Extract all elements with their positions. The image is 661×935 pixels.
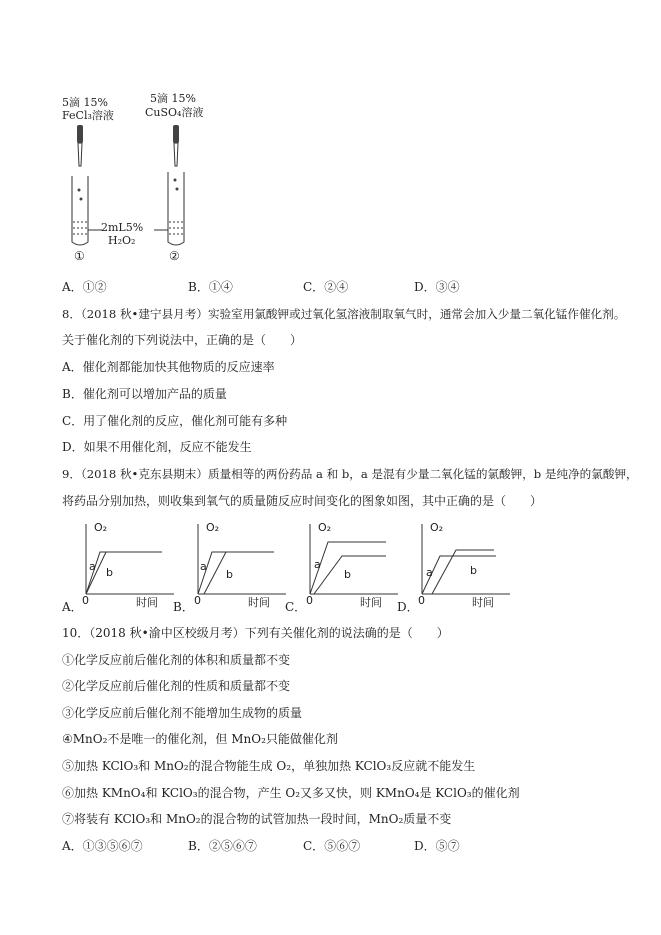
q9-graph-a-letter[interactable]: A． xyxy=(62,600,83,614)
q9-graph-d-letter[interactable]: D． xyxy=(397,600,419,614)
series-b-label: b xyxy=(344,568,351,581)
q10-item-2: ②化学反应前后催化剂的性质和质量都不变 xyxy=(62,679,291,693)
q10-item-4: ④MnO₂不是唯一的催化剂，但 MnO₂只能做催化剂 xyxy=(62,732,338,746)
q8-stem-line2: 关于催化剂的下列说法中，正确的是（ ） xyxy=(62,333,303,347)
origin-label: 0 xyxy=(194,594,201,607)
series-a-line xyxy=(198,552,274,594)
series-a-line xyxy=(422,556,496,594)
right-test-tube xyxy=(168,172,184,245)
q9-graph-b-letter[interactable]: B． xyxy=(173,600,194,614)
y-axis-label: O₂ xyxy=(206,521,220,534)
q10-option-d[interactable]: D．⑤⑦ xyxy=(414,839,460,853)
apparatus-drawing xyxy=(60,122,200,262)
q8-option-d[interactable]: D．如果不用催化剂，反应不能发生 xyxy=(62,440,252,454)
series-b-line xyxy=(432,550,494,594)
right-dropper-label-2: CuSO₄溶液 xyxy=(145,106,204,119)
right-dropper-label-1: 5滴 15% xyxy=(150,92,196,105)
q10-stem: 10．（2018 秋•渝中区校级月考）下列有关催化剂的说法确的是（ ） xyxy=(62,626,449,640)
middle-label-1: 2mL5% xyxy=(101,221,144,234)
x-axis-label: 时间 xyxy=(472,596,494,609)
x-axis-label: 时间 xyxy=(136,596,158,609)
series-a-label: a xyxy=(89,560,96,573)
q9-stem-line1: 9．（2018 秋•克东县期末）质量相等的两份药品 a 和 b，a 是混有少量二氧化锰的氯酸钾，b 是纯净的氯酸钾， xyxy=(62,467,638,481)
origin-label: 0 xyxy=(306,594,313,607)
tube-1-label: ① xyxy=(74,249,85,263)
x-axis-label: 时间 xyxy=(248,596,270,609)
q8-option-c[interactable]: C．用了催化剂的反应，催化剂可能有多种 xyxy=(62,414,288,428)
y-axis-label: O₂ xyxy=(430,521,444,534)
series-a-label: a xyxy=(314,558,321,571)
series-a-label: a xyxy=(426,566,433,579)
x-axis-label: 时间 xyxy=(360,596,382,609)
series-a-label: a xyxy=(200,560,207,573)
left-dropper xyxy=(77,125,83,166)
q9-graph-c xyxy=(298,516,408,611)
y-axis-label: O₂ xyxy=(318,521,332,534)
origin-label: 0 xyxy=(82,594,89,607)
series-b-line xyxy=(86,552,106,594)
q7-option-b[interactable]: B．①④ xyxy=(188,280,233,294)
series-b-label: b xyxy=(470,564,477,577)
q8-option-a[interactable]: A．催化剂都能加快其他物质的反应速率 xyxy=(62,360,275,374)
q7-option-a[interactable]: A．①② xyxy=(62,280,107,294)
series-b-label: b xyxy=(226,568,233,581)
q10-item-1: ①化学反应前后催化剂的体积和质量都不变 xyxy=(62,653,291,667)
middle-label-2: H₂O₂ xyxy=(108,234,136,247)
q9-graph-d xyxy=(410,516,520,611)
q7-option-d[interactable]: D．③④ xyxy=(414,280,460,294)
series-b-label: b xyxy=(106,566,113,579)
tube-2-label: ② xyxy=(169,249,180,263)
q10-option-b[interactable]: B．②⑤⑥⑦ xyxy=(188,839,257,853)
q9-graph-a xyxy=(74,516,184,611)
q7-option-c[interactable]: C．②④ xyxy=(303,280,349,294)
q9-stem-line2: 将药品分别加热，则收集到氧气的质量随反应时间变化的图象如图，其中正确的是（ ） xyxy=(62,494,543,508)
q9-graph-b xyxy=(186,516,296,611)
q10-option-a[interactable]: A．①③⑤⑥⑦ xyxy=(62,839,143,853)
q10-option-c[interactable]: C．⑤⑥⑦ xyxy=(303,839,361,853)
q10-item-3: ③化学反应前后催化剂不能增加生成物的质量 xyxy=(62,706,303,720)
q10-item-6: ⑥加热 KMnO₄和 KClO₃的混合物，产生 O₂又多又快，则 KMnO₄是 KClO₃的催化剂 xyxy=(62,786,520,800)
left-dropper-label-2: FeCl₃溶液 xyxy=(62,109,114,122)
right-dropper xyxy=(173,125,179,166)
series-a-line xyxy=(86,552,162,594)
left-dropper-label-1: 5滴 15% xyxy=(62,96,108,109)
q8-stem-line1: 8．（2018 秋•建宁县月考）实验室用氯酸钾或过氧化氢溶液制取氧气时，通常会加入少量二氧化锰作催化剂。 xyxy=(62,307,626,321)
series-b-line xyxy=(204,552,226,594)
q10-item-7: ⑦将装有 KClO₃和 MnO₂的混合物的试管加热一段时间，MnO₂质量不变 xyxy=(62,812,452,826)
q9-graph-c-letter[interactable]: C． xyxy=(285,600,307,614)
q8-option-b[interactable]: B．催化剂可以增加产品的质量 xyxy=(62,387,227,401)
left-test-tube xyxy=(72,176,88,245)
origin-label: 0 xyxy=(418,594,425,607)
q10-item-5: ⑤加热 KClO₃和 MnO₂的混合物能生成 O₂，单独加热 KClO₃反应就不能发生 xyxy=(62,759,476,773)
y-axis-label: O₂ xyxy=(94,521,108,534)
